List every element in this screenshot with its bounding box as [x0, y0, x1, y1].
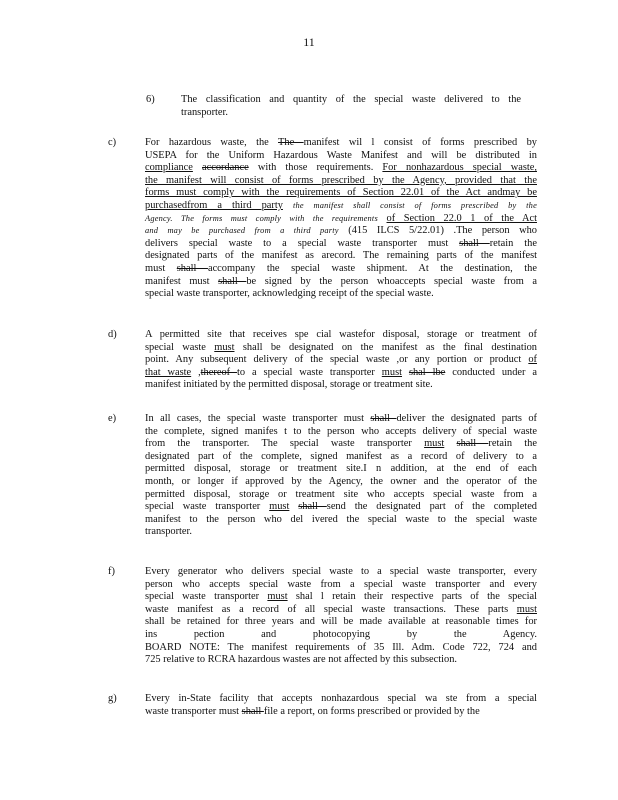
item-f	[0, 566, 618, 667]
item-label: g)	[108, 693, 117, 704]
item-body	[145, 137, 537, 301]
item-6	[0, 94, 618, 119]
text-run: deliver the designated parts of	[396, 413, 537, 424]
text-line	[145, 342, 537, 355]
text-line	[145, 225, 537, 238]
deleted-text: shall	[298, 501, 327, 513]
item-g	[0, 693, 618, 718]
text-run	[283, 200, 293, 211]
text-run	[193, 162, 202, 173]
item-d	[0, 329, 618, 392]
text-line	[145, 706, 537, 719]
text-run: be signed by the person whoaccepts special waste from a	[246, 275, 537, 287]
page-number: 11	[303, 35, 315, 49]
text-run: The classification and quantity of the special waste delivered to the	[181, 94, 521, 105]
item-c	[0, 137, 618, 301]
text-run: special waste transporter	[145, 501, 270, 513]
text-line	[145, 579, 537, 592]
text-run: manifest wil l consist of forms prescribed by	[303, 137, 537, 148]
item-body	[145, 329, 537, 392]
text-run: For hazardous waste, the	[145, 137, 279, 148]
item-body	[145, 413, 537, 539]
inserted-text: purchasedfrom a third party	[145, 199, 283, 211]
text-line	[145, 463, 537, 476]
text-run: ins pection and photocopying by the Agency.	[145, 628, 537, 640]
text-line	[145, 250, 537, 263]
text-line	[145, 175, 537, 188]
text-run: Every generator who delivers special waste to a special waste transporter, every	[145, 566, 537, 577]
text-line	[145, 379, 537, 392]
text-line	[145, 566, 537, 579]
text-run: special waste transporter, acknowledging receipt of the special waste.	[145, 288, 434, 300]
text-line	[145, 629, 537, 642]
text-line	[145, 213, 537, 226]
text-line	[145, 451, 537, 464]
text-run: shal l retain their respective parts of the special	[287, 591, 537, 603]
text-line	[145, 162, 537, 175]
text-line	[145, 654, 537, 667]
text-run: 725 relative to RCRA hazardous wastes are not affected by this subsection.	[145, 654, 458, 666]
text-run: accompany the special waste shipment. At the destination, the	[207, 262, 537, 274]
text-line	[145, 526, 537, 539]
text-line	[145, 489, 537, 502]
inserted-text: compliance	[145, 162, 193, 174]
text-run	[402, 367, 409, 378]
text-run: transporter.	[145, 526, 193, 538]
inserted-text: must	[214, 341, 235, 353]
text-run: manifest must	[145, 275, 219, 287]
item-body	[145, 693, 537, 718]
text-run: file a report, on forms prescribed or provided by the	[263, 705, 480, 717]
text-run: person who accepts special waste from a special waste transporter and every	[145, 578, 537, 590]
text-run: month, or longer if approved by the Agency, the owner and the operator of the	[145, 475, 537, 487]
text-run: Every in-State facility that accepts nonhazardous special wa ste from a special	[145, 693, 537, 704]
item-body	[145, 566, 537, 667]
text-run: send the designated part of the completed	[326, 501, 538, 513]
deleted-text: shall	[456, 438, 489, 450]
text-line	[145, 200, 537, 213]
text-run: point. Any subsequent delivery of the special waste ,or any portion or product	[145, 354, 529, 366]
deleted-text: shall	[176, 262, 208, 274]
deleted-text: shall	[218, 275, 247, 287]
item-label: e)	[108, 413, 117, 424]
text-line	[145, 187, 537, 200]
text-line	[145, 150, 537, 163]
inserted-text: the manifest will consist of forms prescribed by the Agency, provided that the	[145, 174, 537, 186]
text-line	[145, 476, 537, 489]
inserted-text: For nonhazardous special waste,	[382, 162, 537, 174]
text-line	[181, 94, 521, 107]
text-run: the complete, signed manifes t to the person who accepts delivery of special waste	[145, 425, 537, 437]
text-run: (415 ILCS 5/22.01) .The person who	[338, 225, 537, 237]
text-line	[145, 426, 537, 439]
deleted-text: accordance	[202, 162, 249, 174]
emphasis-text: and may be purchased from a third party	[145, 226, 339, 236]
text-run: special waste transporter	[145, 591, 268, 603]
text-run: waste transporter must	[145, 705, 242, 717]
text-run: from the transporter. The special waste transporter	[145, 438, 425, 450]
text-line	[181, 107, 521, 120]
item-label: c)	[108, 137, 117, 148]
text-run: designated part of the complete, signed manifest as a record of delivery to a	[145, 450, 537, 462]
text-line	[145, 501, 537, 514]
text-run: permitted disposal, storage or treatment site.I n addition, at the end of each	[145, 463, 537, 475]
text-run: retain the	[488, 438, 537, 450]
emphasis-text: the manifest shall consist of forms prescribed by the	[292, 200, 537, 210]
text-run	[289, 501, 298, 512]
text-run: In all cases, the special waste transporter must	[145, 413, 371, 424]
text-line	[145, 354, 537, 367]
item-label: d)	[108, 329, 117, 340]
text-line	[145, 591, 537, 604]
deleted-text: shal lbe	[408, 366, 446, 378]
text-run: manifest to the person who del ivered the special waste to the special waste	[145, 513, 537, 525]
text-line	[145, 329, 537, 342]
deleted-text: shall	[241, 705, 264, 717]
text-run: USEPA for the Uniform Hazardous Waste Manifest and will be distributed in	[145, 149, 537, 161]
inserted-text: must	[424, 438, 445, 450]
text-run	[444, 438, 456, 449]
text-run: waste manifest as a record of all special waste transactions. These parts	[145, 603, 517, 615]
text-run: to a special waste transporter	[237, 366, 382, 378]
emphasis-text: Agency. The forms must comply with the requirements	[145, 213, 378, 223]
deleted-text: thereof	[200, 366, 238, 378]
inserted-text: must	[516, 603, 537, 615]
text-run: BOARD NOTE: The manifest requirements of 35 Ill. Adm. Code 722, 724 and	[145, 641, 537, 653]
deleted-text: The	[278, 137, 304, 148]
text-line	[145, 238, 537, 251]
inserted-text: must	[269, 501, 290, 513]
inserted-text: of Section 22.0 1 of the Act	[386, 212, 537, 224]
inserted-text: forms must comply with the requirements of Section 22.01 of the Act andmay be	[145, 187, 537, 199]
inserted-text: must	[267, 591, 288, 603]
inserted-text: must	[381, 366, 403, 378]
text-run: manifest initiated by the permitted disposal, storage or treatment site.	[145, 379, 433, 391]
text-run: with those requirements.	[248, 162, 383, 174]
text-line	[145, 367, 537, 380]
item-e	[0, 413, 618, 539]
item-label: f)	[108, 566, 115, 577]
text-run: conducted under a	[445, 366, 538, 378]
text-line	[145, 413, 537, 426]
text-line	[145, 288, 537, 301]
item-label: 6)	[146, 94, 155, 105]
text-line	[145, 276, 537, 289]
text-line	[145, 137, 537, 150]
text-line	[145, 642, 537, 655]
inserted-text: that waste	[145, 366, 192, 378]
deleted-text: shall	[459, 237, 490, 249]
text-run: A permitted site that receives spe cial wastefor disposal, storage or treatment of	[145, 329, 537, 340]
text-line	[145, 604, 537, 617]
text-run: shall be designated on the manifest as the final destination	[234, 341, 537, 353]
text-run: shall be retained for three years and will be made available at reasonable times for	[145, 616, 537, 628]
text-run: permitted disposal, storage or treatment site who accepts special waste from a	[145, 488, 537, 500]
text-line	[145, 514, 537, 527]
text-run: ,	[191, 366, 201, 378]
inserted-text: of	[528, 354, 537, 366]
text-run: special waste	[145, 341, 215, 353]
text-line	[145, 693, 537, 706]
text-run: retain the	[489, 237, 537, 249]
text-line	[145, 438, 537, 451]
item-body	[181, 94, 521, 119]
deleted-text: shall	[370, 413, 397, 424]
text-run: delivers special waste to a special waste transporter must	[145, 237, 460, 249]
text-line	[145, 616, 537, 629]
text-line	[145, 263, 537, 276]
text-run	[378, 213, 387, 224]
text-run: must	[145, 262, 177, 274]
text-run: transporter.	[181, 106, 229, 118]
text-run: designated parts of the manifest as arecord. The remaining parts of the manifest	[145, 250, 537, 262]
